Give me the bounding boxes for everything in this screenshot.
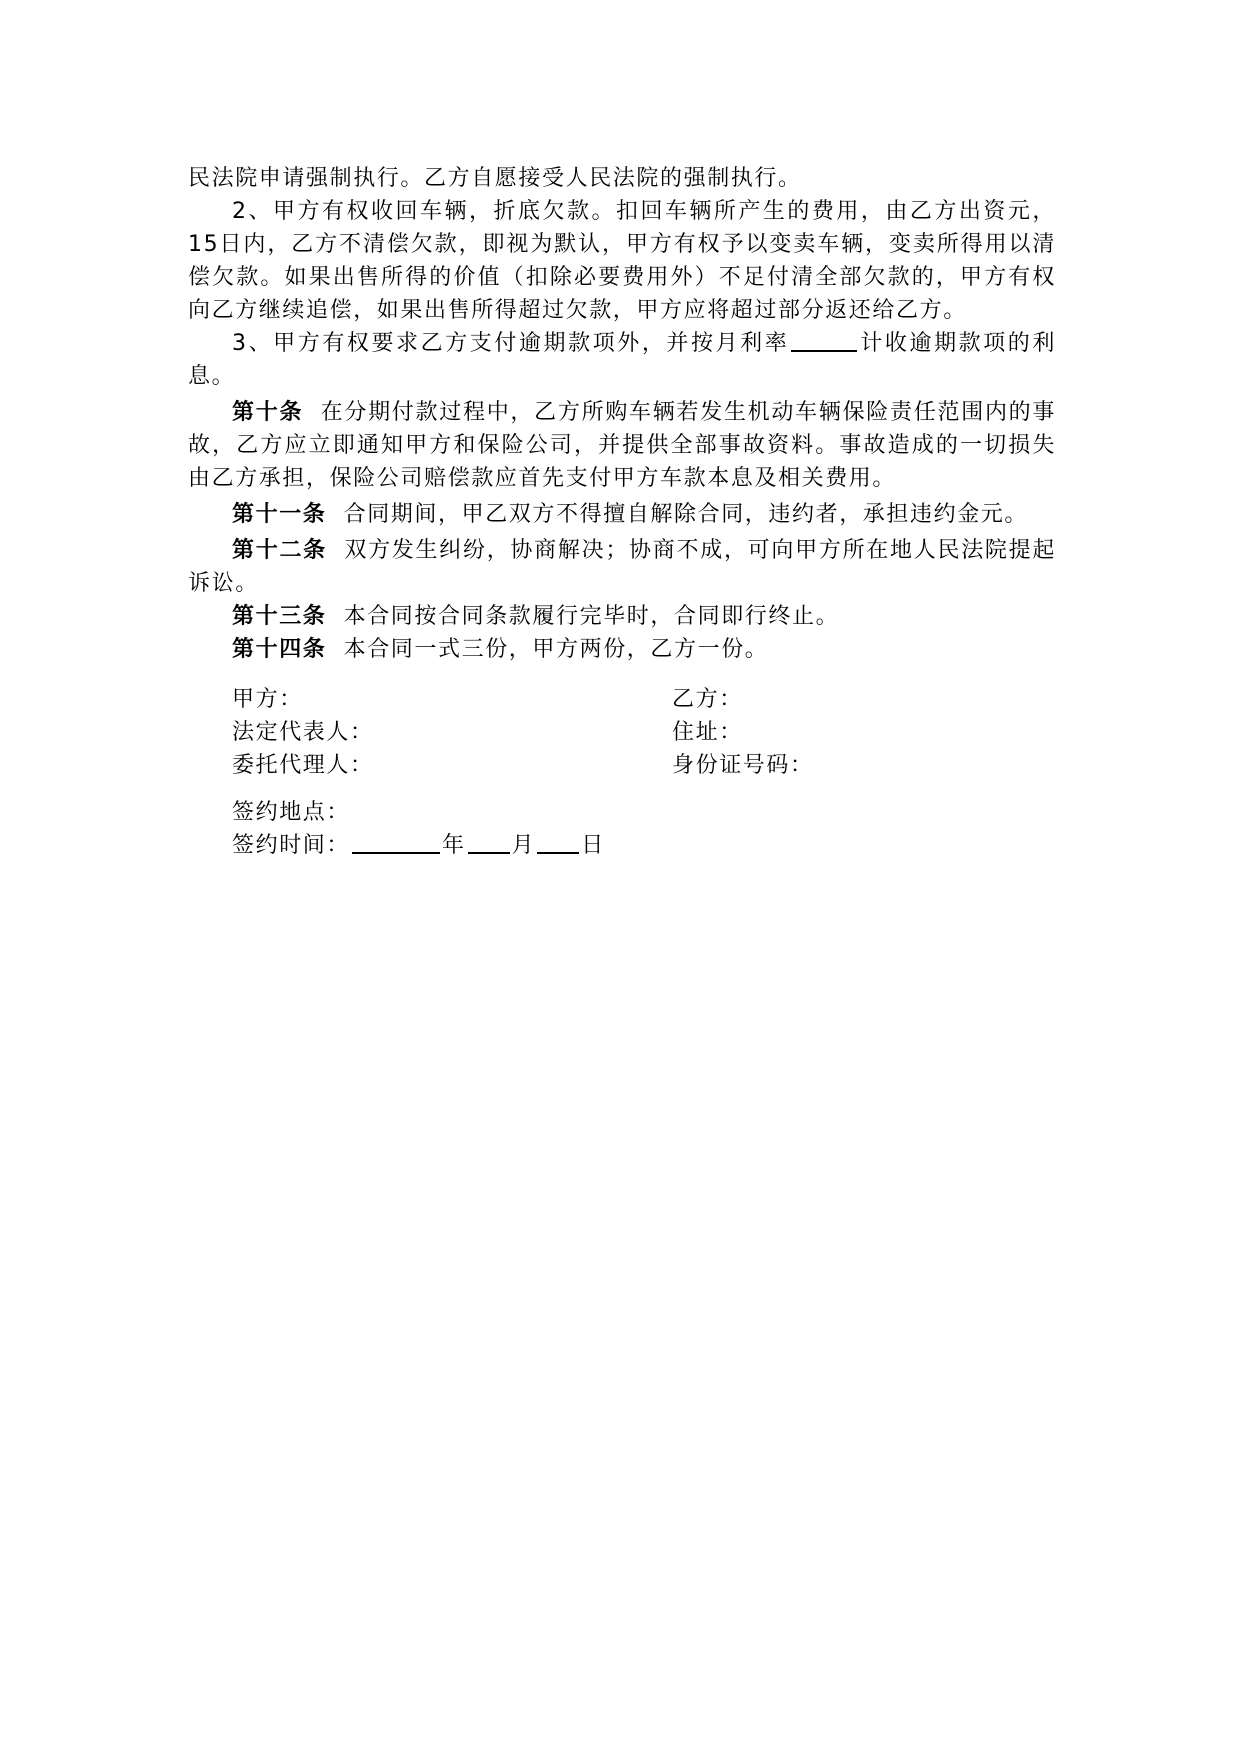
article-text: 双方发生纠纷，协商解决；协商不成，可向甲方所在地人民法院提起诉讼。	[188, 538, 1056, 596]
month-label: 月	[511, 833, 536, 858]
signing-place-label: 签约地点：	[232, 800, 351, 825]
address-label: 住址：	[672, 720, 743, 745]
day-label: 日	[581, 833, 605, 858]
signature-row	[232, 716, 1056, 749]
signature-row	[232, 683, 1056, 716]
signature-block	[188, 683, 1056, 782]
year-label: 年	[442, 833, 466, 858]
id-number-label: 身份证号码：	[672, 753, 814, 778]
article-title: 第十一条	[232, 502, 327, 527]
article-10	[188, 396, 1056, 495]
signing-time-row	[232, 829, 1056, 862]
article-text: 本合同按合同条款履行完毕时，合同即行终止。	[343, 604, 840, 629]
monthly-rate-blank	[791, 328, 857, 352]
paragraph-court-enforcement: 民法院申请强制执行。乙方自愿接受人民法院的强制执行。	[188, 166, 802, 191]
overdue-interest-text-end: 计收逾期款项的利息。	[188, 331, 1056, 389]
article-11	[188, 498, 1056, 531]
signing-time-label: 签约时间：	[232, 833, 351, 858]
signing-block	[188, 796, 1056, 862]
article-12	[188, 534, 1056, 600]
article-title: 第十二条	[232, 538, 327, 563]
overdue-interest-text: 3、甲方有权要求乙方支付逾期款项外，并按月利率	[232, 331, 790, 356]
paragraph-overdue-interest	[188, 327, 1056, 393]
month-blank	[468, 830, 510, 854]
article-title: 第十四条	[232, 637, 327, 662]
party-a-label: 甲方：	[232, 687, 303, 712]
day-blank	[537, 830, 579, 854]
year-blank	[352, 830, 440, 854]
agent-label: 委托代理人：	[232, 753, 374, 778]
article-text: 合同期间，甲乙双方不得擅自解除合同，违约者，承担违约金元。	[343, 502, 1028, 527]
paragraph-vehicle-recovery: 2、甲方有权收回车辆，折底欠款。扣回车辆所产生的费用，由乙方出资元，15日内，乙方不清偿欠款，即视为默认，甲方有权予以变卖车辆，变卖所得用以清偿欠款。如果出售所得的价值（扣除必要费用外）不足付清全部欠款的，甲方有权向乙方继续追偿，如果出售所得超过欠款，甲方应将超过部分返还给乙方。	[188, 199, 1056, 323]
party-b-label: 乙方：	[672, 687, 743, 712]
article-title: 第十条	[232, 400, 304, 425]
article-title: 第十三条	[232, 604, 327, 629]
contract-page	[188, 162, 1056, 862]
article-14	[188, 633, 1056, 666]
article-text: 在分期付款过程中，乙方所购车辆若发生机动车辆保险责任范围内的事故，乙方应立即通知甲方和保险公司，并提供全部事故资料。事故造成的一切损失由乙方承担，保险公司赔偿款应首先支付甲方车款本息及相关费用。	[188, 400, 1056, 491]
article-13	[188, 600, 1056, 633]
article-text: 本合同一式三份，甲方两份，乙方一份。	[343, 637, 769, 662]
legal-rep-label: 法定代表人：	[232, 720, 374, 745]
signature-row	[232, 749, 1056, 782]
